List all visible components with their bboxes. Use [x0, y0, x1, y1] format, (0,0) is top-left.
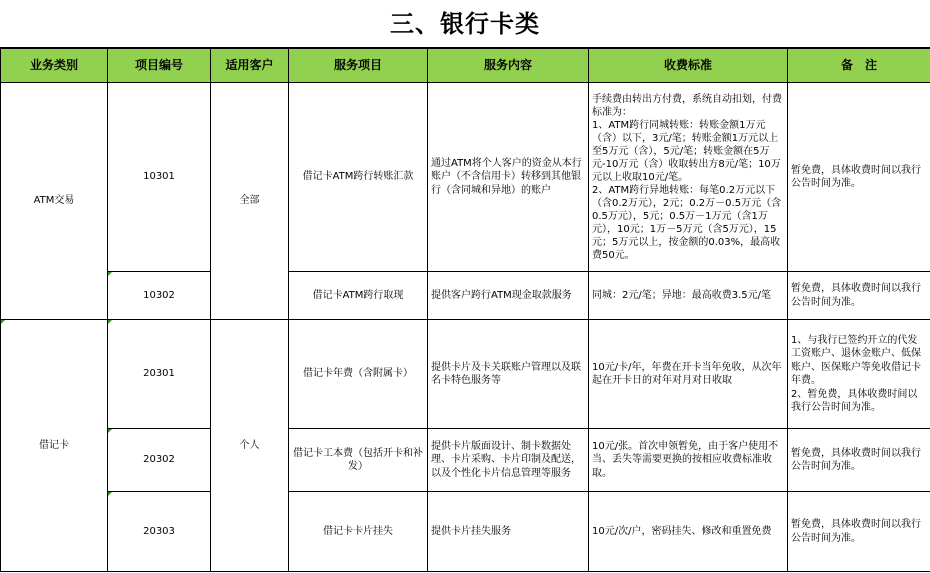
note-cell: 暂免费，具体收费时间以我行公告时间为准。 [788, 429, 930, 492]
table-row [1, 492, 930, 572]
note-cell: 1、与我行已签约开立的代发工资账户、退休金账户、低保账户、医保账户等免收借记卡年费。 2、暂免费，具体收费时间以我行公告时间为准。 [788, 320, 930, 429]
table-row [1, 429, 930, 492]
note-cell: 暂免费，具体收费时间以我行公告时间为准。 [788, 492, 930, 572]
content-cell: 提供卡片挂失服务 [428, 492, 589, 572]
code-cell: 20302 [108, 429, 211, 492]
category-cell: 借记卡 [1, 320, 108, 572]
table-row [1, 83, 930, 272]
header-note: 备 注 [788, 49, 930, 83]
table-row [1, 320, 930, 429]
item-cell: 借记卡ATM跨行转账汇款 [289, 83, 428, 272]
fee-cell: 10元/次/户，密码挂失、修改和重置免费 [589, 492, 788, 572]
header-content: 服务内容 [428, 49, 589, 83]
table-row [1, 272, 930, 320]
content-cell: 提供卡片及卡关联账户管理以及联名卡特色服务等 [428, 320, 589, 429]
header-item: 服务项目 [289, 49, 428, 83]
item-cell: 借记卡年费（含附属卡） [289, 320, 428, 429]
content-cell: 通过ATM将个人客户的资金从本行账户（不含信用卡）转移到其他银行（含同城和异地）的账户 [428, 83, 589, 272]
code-cell: 10301 [108, 83, 211, 272]
fee-cell: 同城：2元/笔；异地：最高收费3.5元/笔 [589, 272, 788, 320]
item-cell: 借记卡工本费（包括开卡和补发） [289, 429, 428, 492]
content-cell: 提供卡片版面设计、制卡数据处理、卡片采购、卡片印制及配送，以及个性化卡片信息管理等服务 [428, 429, 589, 492]
code-cell: 20301 [108, 320, 211, 429]
code-cell: 10302 [108, 272, 211, 320]
header-customer: 适用客户 [211, 49, 289, 83]
fee-cell: 手续费由转出方付费，系统自动扣划，付费标准为： 1、ATM跨行同城转账：转账金额1万元（含）以下，3元/笔；转账金额1万元以上至5万元（含），5元/笔；转账金额在5万元-10万元（含）收取转出方8元/笔；10万元以上收取10元/笔。 2、ATM跨行异地转账：每笔0.2万元以下（含0.2万元），2元；0.2万－0.5万元（含0.5万元），5元；0.5万－1万元（含1万元），10元；1万－5万元（含5万元），15元；5万元以上，按金额的0.03%，最高收费50元。 [589, 83, 788, 272]
customer-cell: 个人 [211, 320, 289, 572]
header-row [1, 49, 930, 83]
fee-table [0, 48, 930, 572]
header-fee: 收费标准 [589, 49, 788, 83]
note-cell: 暂免费，具体收费时间以我行公告时间为准。 [788, 272, 930, 320]
fee-cell: 10元/卡/年，年费在开卡当年免收，从次年起在开卡日的对年对月对日收取 [589, 320, 788, 429]
category-cell: ATM交易 [1, 83, 108, 320]
content-cell: 提供客户跨行ATM现金取款服务 [428, 272, 589, 320]
note-cell: 暂免费，具体收费时间以我行公告时间为准。 [788, 83, 930, 272]
customer-cell: 全部 [211, 83, 289, 320]
header-category: 业务类别 [1, 49, 108, 83]
fee-cell: 10元/张。首次申领暂免，由于客户使用不当、丢失等需要更换的按相应收费标准收取。 [589, 429, 788, 492]
page-title: 三、银行卡类 [0, 0, 930, 48]
item-cell: 借记卡卡片挂失 [289, 492, 428, 572]
code-cell: 20303 [108, 492, 211, 572]
header-code: 项目编号 [108, 49, 211, 83]
item-cell: 借记卡ATM跨行取现 [289, 272, 428, 320]
